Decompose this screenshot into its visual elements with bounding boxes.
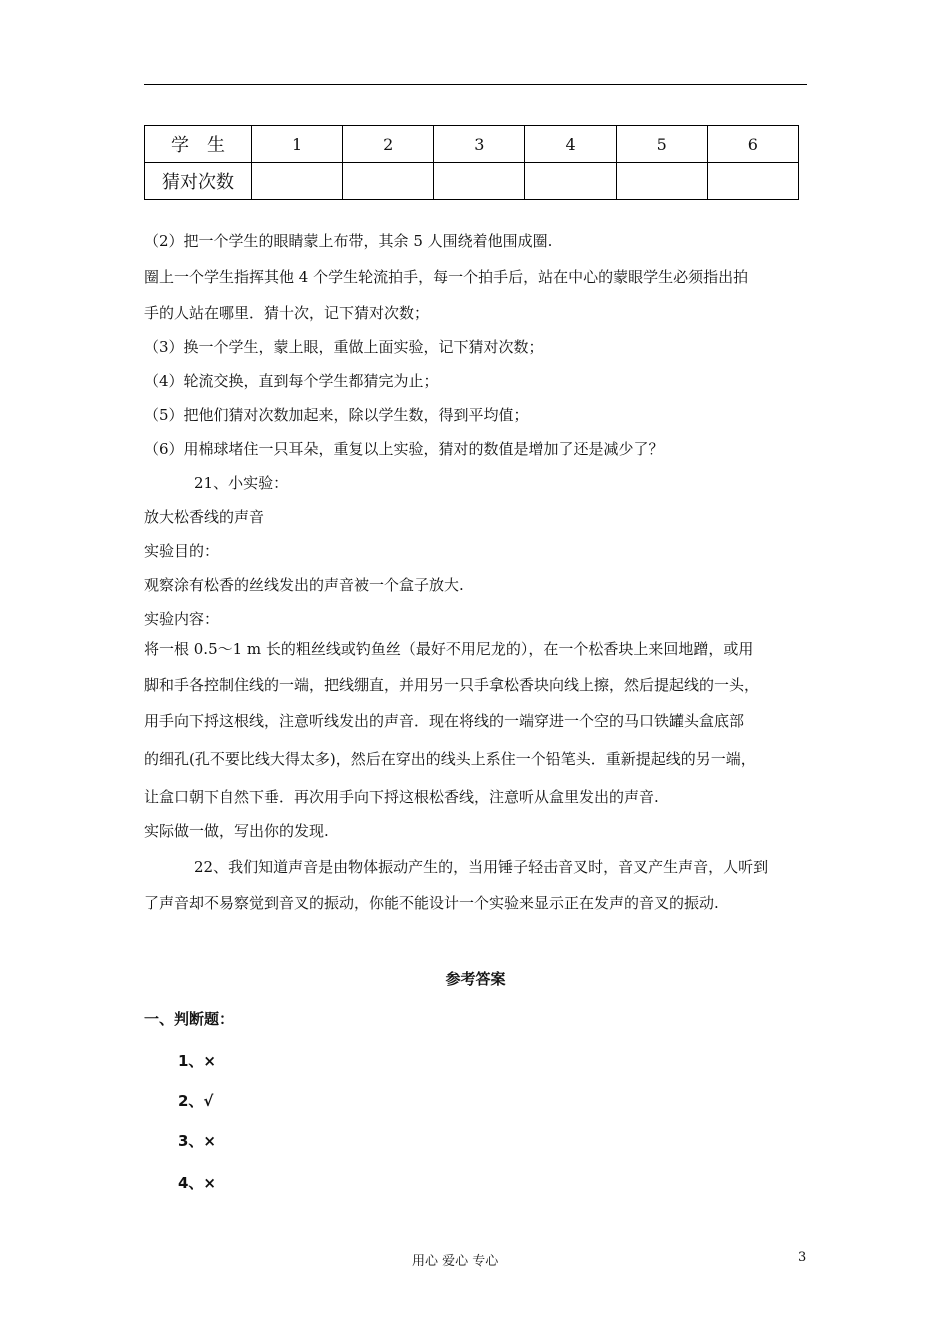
answer-item: 4、× — [178, 1174, 217, 1192]
empty-cell — [434, 163, 525, 200]
text-line: （4）轮流交换，直到每个学生都猜完为止； — [144, 372, 439, 390]
text-line: 圈上一个学生指挥其他 4 个学生轮流拍手，每一个拍手后，站在中心的蒙眼学生必须指出拍 — [144, 268, 749, 286]
text-line: （2）把一个学生的眼睛蒙上布带，其余 5 人围绕着他围成圈. — [144, 232, 553, 250]
text-line: 观察涂有松香的丝线发出的声音被一个盒子放大. — [144, 576, 464, 594]
student-header-cell: 学 生 — [145, 126, 252, 163]
student-number-cell: 1 — [252, 126, 343, 163]
answer-item: 3、× — [178, 1132, 217, 1150]
answer-item: 2、√ — [178, 1092, 214, 1110]
empty-cell — [252, 163, 343, 200]
student-number-cell: 5 — [616, 126, 707, 163]
question-22-text: 22、我们知道声音是由物体振动产生的，当用锤子轻击音叉时，音叉产生声音，人听到 — [194, 858, 769, 876]
text-line: 将一根 0.5～1 m 长的粗丝线或钓鱼丝（最好不用尼龙的），在一个松香块上来回地蹭，或用 — [144, 640, 754, 658]
text-line: （6）用棉球堵住一只耳朵，重复以上实验，猜对的数值是增加了还是减少了？ — [144, 440, 664, 458]
text-line: 实际做一做，写出你的发现. — [144, 822, 329, 840]
table-row — [145, 126, 799, 163]
footer-slogan: 用心 爱心 专心 — [412, 1254, 499, 1269]
text-line: 手的人站在哪里．猜十次，记下猜对次数； — [144, 304, 430, 322]
question-21-heading: 21、小实验： — [194, 474, 289, 492]
text-line: 实验目的： — [144, 542, 220, 560]
student-number-cell: 3 — [434, 126, 525, 163]
text-line: 放大松香线的声音 — [144, 508, 265, 526]
empty-cell — [616, 163, 707, 200]
text-line: 脚和手各控制住线的一端，把线绷直，并用另一只手拿松香块向线上擦，然后提起线的一头， — [144, 676, 760, 694]
empty-cell — [343, 163, 434, 200]
text-line: （3）换一个学生，蒙上眼，重做上面实验，记下猜对次数； — [144, 338, 544, 356]
guess-count-table — [144, 125, 799, 200]
text-line: 实验内容： — [144, 610, 220, 628]
answer-item: 1、× — [178, 1052, 217, 1070]
text-line: （5）把他们猜对次数加起来，除以学生数，得到平均值； — [144, 406, 529, 424]
header-rule — [144, 84, 807, 85]
student-number-cell: 4 — [525, 126, 616, 163]
empty-cell — [525, 163, 616, 200]
student-number-cell: 2 — [343, 126, 434, 163]
page-number: 3 — [798, 1250, 807, 1265]
text-line: 了声音却不易察觉到音叉的振动，你能不能设计一个实验来显示正在发声的音叉的振动. — [144, 894, 719, 912]
empty-cell — [707, 163, 798, 200]
text-line: 用手向下捋这根线，注意听线发出的声音．现在将线的一端穿进一个空的马口铁罐头盒底部 — [144, 712, 745, 730]
guess-count-header-cell: 猜对次数 — [145, 163, 252, 200]
student-number-cell: 6 — [707, 126, 798, 163]
text-line: 让盒口朝下自然下垂．再次用手向下捋这根松香线，注意听从盒里发出的声音. — [144, 788, 659, 806]
answers-title: 参考答案 — [445, 970, 506, 988]
table-row — [145, 163, 799, 200]
text-line: 的细孔(孔不要比线大得太多)，然后在穿出的线头上系住一个铅笔头．重新提起线的另一端， — [144, 750, 756, 768]
answers-section-heading: 一、判断题： — [144, 1010, 235, 1028]
